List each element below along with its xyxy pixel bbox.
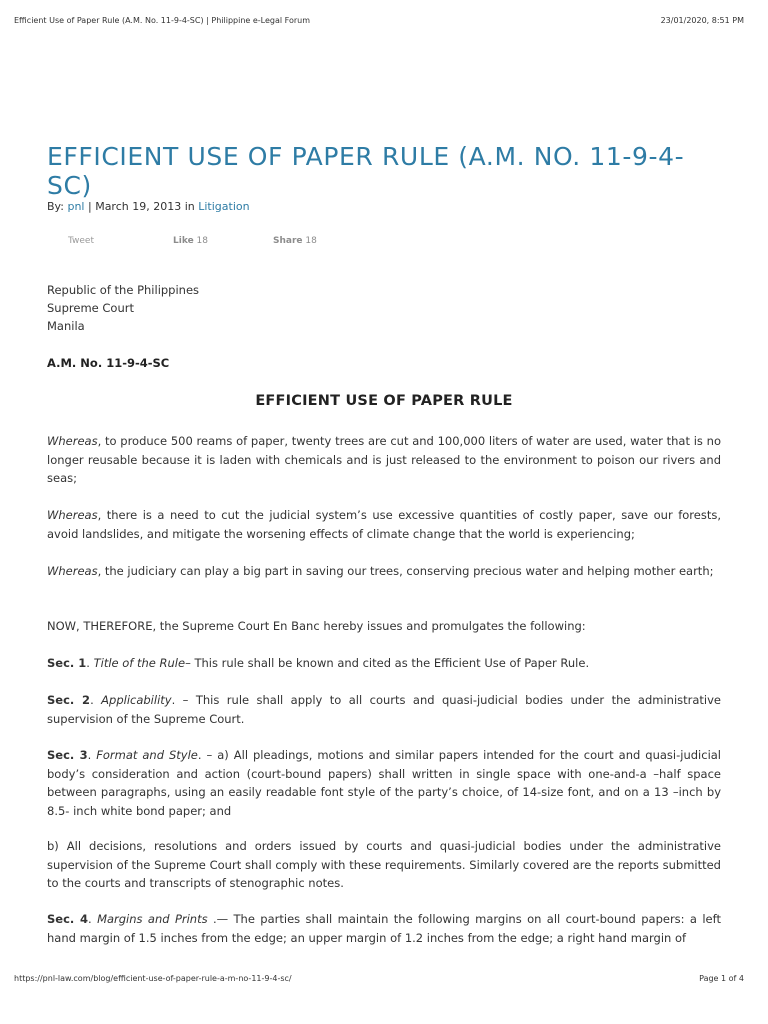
am-number: A.M. No. 11-9-4-SC	[47, 356, 170, 370]
like-count: 18	[196, 236, 208, 246]
share-label: Share	[273, 236, 303, 246]
whereas-label: Whereas	[47, 434, 98, 448]
whereas-paragraph-2: Whereas, there is a need to cut the judicial system’s use excessive quantities of costly paper, save our forests, avoid landslides, and mitigate the worsening effects of climate change that the world is experiencing;	[47, 508, 721, 541]
like-label: Like	[173, 236, 194, 246]
section-label: Sec. 1	[47, 656, 87, 670]
now-therefore-paragraph: NOW, THEREFORE, the Supreme Court En Banc hereby issues and promulgates the following:	[47, 619, 586, 633]
byline-separator: |	[87, 200, 92, 213]
section-2: Sec. 2. Applicability. – This rule shall apply to all courts and quasi-judicial bodies under the administrative supervision of the Supreme Court.	[47, 693, 721, 726]
byline	[47, 200, 250, 213]
print-header-datetime: 23/01/2020, 8:51 PM	[660, 16, 744, 25]
section-3b-paragraph: b) All decisions, resolutions and orders issued by courts and quasi-judicial bodies under the administrative supervision of the Supreme Court shall comply with these requirements. Similarly covered are the reports submitted to the courts and transcripts of stenographic notes.	[47, 839, 721, 890]
section-3: Sec. 3. Format and Style. – a) All pleadings, motions and similar papers intended for the court and quasi-judicial body’s consideration and action (court-bound papers) shall written in single space with one-and-a –half space between paragraphs, using an easily readable font style of the party’s choice, of 14-size font, and on a 13 –inch by 8.5- inch white bond paper; and	[47, 748, 722, 818]
post-date: March 19, 2013	[95, 200, 182, 213]
address-line: Manila	[47, 319, 85, 333]
whereas-paragraph-3: Whereas, the judiciary can play a big part in saving our trees, conserving precious water and helping mother earth;	[47, 564, 714, 578]
like-button[interactable]	[173, 236, 208, 246]
section-title: Format and Style	[96, 748, 198, 762]
byline-by-label: By:	[47, 200, 64, 213]
address-line: Republic of the Philippines	[47, 283, 200, 297]
print-footer-url: https://pnl-law.com/blog/efficient-use-of-paper-rule-a-m-no-11-9-4-sc/	[14, 974, 292, 983]
byline-in-label: in	[184, 200, 195, 213]
whereas-paragraph-1: Whereas, to produce 500 reams of paper, twenty trees are cut and 100,000 liters of water are used, water that is no longer reusable because it is laden with chemicals and is just released to the environment to poison our rivers and seas;	[47, 434, 721, 485]
section-title: Applicability	[101, 693, 172, 707]
category-link[interactable]: Litigation	[198, 200, 250, 213]
page-title: EFFICIENT USE OF PAPER RULE (A.M. NO. 11-9-4-SC)	[47, 142, 685, 200]
section-label: Sec. 4	[47, 912, 89, 926]
whereas-label: Whereas	[47, 508, 98, 522]
section-4: Sec. 4. Margins and Prints .— The parties shall maintain the following margins on all court-bound papers: a left hand margin of 1.5 inches from the edge; an upper margin of 1.2 inches from the edge; a right hand margin of	[47, 912, 721, 945]
section-1: Sec. 1. Title of the Rule– This rule shall be known and cited as the Efficient Use of Paper Rule.	[47, 656, 590, 670]
share-count: 18	[305, 236, 317, 246]
tweet-button[interactable]: Tweet	[68, 236, 94, 246]
whereas-label: Whereas	[47, 564, 98, 578]
author-link[interactable]: pnl	[67, 200, 85, 213]
address-block	[47, 281, 199, 335]
print-footer-page-number: Page 1 of 4	[699, 974, 744, 983]
document-heading: EFFICIENT USE OF PAPER RULE	[255, 393, 513, 409]
share-button[interactable]	[273, 236, 317, 246]
section-label: Sec. 2	[47, 693, 91, 707]
address-line: Supreme Court	[47, 301, 134, 315]
section-title: Margins and Prints	[97, 912, 208, 926]
print-header-title: Efficient Use of Paper Rule (A.M. No. 11-9-4-SC) | Philippine e-Legal Forum	[14, 16, 311, 25]
section-title: Title of the Rule	[93, 656, 186, 670]
section-label: Sec. 3	[47, 748, 88, 762]
